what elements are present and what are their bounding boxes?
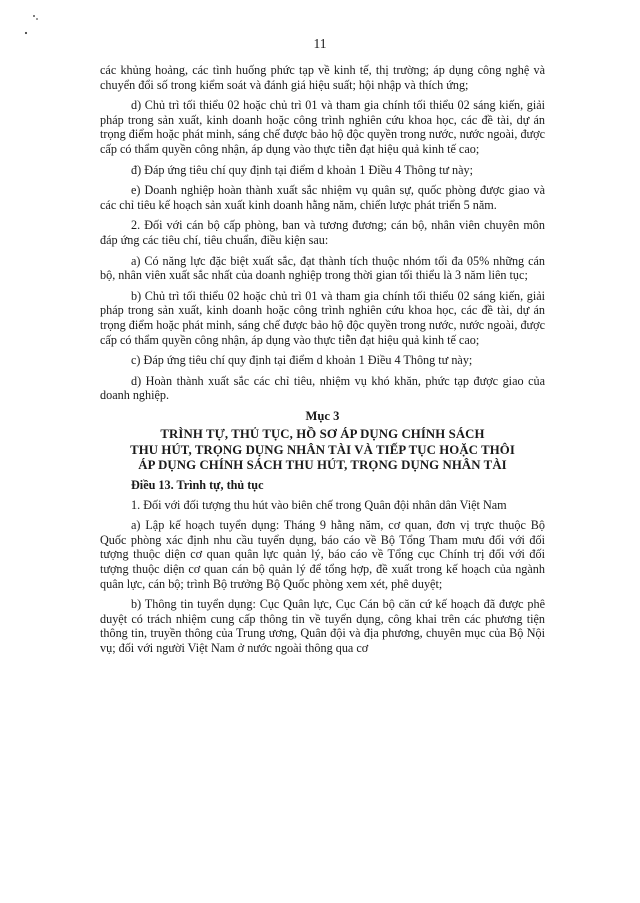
paragraph: a) Có năng lực đặc biệt xuất sắc, đạt thành tích thuộc nhóm tối đa 05% những cán bộ, nhân viên xuất sắc nhất của doanh nghiệp trong thời gian tối thiểu là 3 năm liên tục; (100, 253, 545, 283)
section-heading-line: THU HÚT, TRỌNG DỤNG NHÂN TÀI VÀ TIẾP TỤC HOẶC THÔI (130, 442, 515, 457)
paragraph: d) Chủ trì tối thiểu 02 hoặc chủ trì 01 và tham gia chính tối thiểu 02 sáng kiến, giải pháp trong sản xuất, kinh doanh hoặc công trình nghiên cứu khoa học, các đề tài, dự án trọng điểm hoặc phát minh, sáng chế được bảo hộ độc quyền trong nước, nước ngoài, được cấp có thẩm quyền công nhận, áp dụng vào thực tiễn đạt hiệu quả kinh tế cao; (100, 98, 545, 156)
paragraph: a) Lập kế hoạch tuyển dụng: Tháng 9 hằng năm, cơ quan, đơn vị trực thuộc Bộ Quốc phòng xác định nhu cầu tuyển dụng, báo cáo về Bộ Tổng Tham mưu đối với đối tượng thuộc diện cơ quan quân lực quản lý, báo cáo về Tổng cục Chính trị đối với đối tượng thuộc diện cơ quan cán bộ quản lý để tổng hợp, đề xuất trong kế hoạch của ngành quân lực, cán bộ; trình Bộ trưởng Bộ Quốc phòng xem xét, phê duyệt; (100, 518, 545, 591)
paragraph: b) Chủ trì tối thiểu 02 hoặc chủ trì 01 và tham gia chính tối thiểu 02 sáng kiến, giải pháp trong sản xuất, kinh doanh hoặc công trình nghiên cứu khoa học, các đề tài, dự án trọng điểm hoặc phát minh, sáng chế được bảo hộ độc quyền trong nước, nước ngoài, được cấp có thẩm quyền công nhận, áp dụng vào thực tiễn đạt hiệu quả kinh tế cao; (100, 288, 545, 347)
section-heading (100, 427, 545, 473)
paragraph: b) Thông tin tuyển dụng: Cục Quân lực, Cục Cán bộ căn cứ kế hoạch đã được phê duyệt có trách nhiệm cung cấp thông tin về tuyển dụng, công khai trên các phương tiện thông tin, truyền thông của Trung ương, Quân đội và địa phương, chuyên mục của Bộ Nội vụ; đối với người Việt Nam ở nước ngoài thông qua cơ (100, 597, 545, 656)
paragraph: các khủng hoảng, các tình huống phức tạp về kinh tế, thị trường; áp dụng công nghệ và chuyển đổi số trong kiểm soát và đánh giá hiệu suất; hội nhập và thích ứng; (100, 63, 545, 92)
paragraph: c) Đáp ứng tiêu chí quy định tại điểm d khoản 1 Điều 4 Thông tư này; (131, 353, 473, 368)
paragraph: e) Doanh nghiệp hoàn thành xuất sắc nhiệm vụ quân sự, quốc phòng được giao và các chỉ tiêu kế hoạch sản xuất kinh doanh hằng năm, chiến lược phát triển 5 năm. (100, 183, 545, 212)
paragraph: d) Hoàn thành xuất sắc các chỉ tiêu, nhiệm vụ khó khăn, phức tạp được giao của doanh nghiệp. (100, 373, 545, 403)
paragraph: 2. Đối với cán bộ cấp phòng, ban và tương đương; cán bộ, nhân viên chuyên môn đáp ứng các tiêu chí, tiêu chuẩn, điều kiện sau: (100, 218, 545, 247)
paragraph: đ) Đáp ứng tiêu chí quy định tại điểm d khoản 1 Điều 4 Thông tư này; (131, 162, 473, 177)
paragraph-group-bottom (100, 498, 545, 656)
paragraph: 1. Đối với đối tượng thu hút vào biên chế trong Quân đội nhân dân Việt Nam (131, 497, 507, 512)
page-number: 11 (313, 36, 327, 51)
section-heading-line: TRÌNH TỰ, THỦ TỤC, HỒ SƠ ÁP DỤNG CHÍNH SÁCH (160, 427, 485, 442)
section-heading-line: ÁP DỤNG CHÍNH SÁCH THU HÚT, TRỌNG DỤNG NHÂN TÀI (138, 457, 507, 472)
article-title: Điều 13. Trình tự, thủ tục (131, 478, 264, 493)
document-body (100, 63, 545, 662)
section-title: Mục 3 (305, 408, 340, 423)
paragraph-group-top (100, 63, 545, 403)
